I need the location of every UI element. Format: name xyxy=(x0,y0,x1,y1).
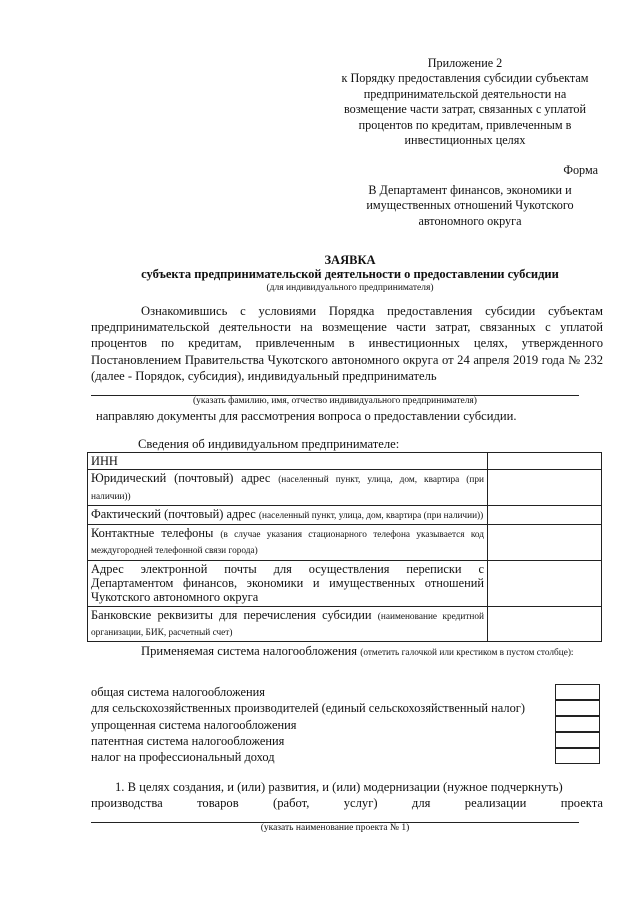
tax-options-list xyxy=(91,684,525,765)
tax-intro-text: Применяемая система налогообложения xyxy=(141,644,358,658)
actual-address-label: Фактический (почтовый) адрес xyxy=(91,506,256,521)
tax-checkbox-general[interactable] xyxy=(555,684,600,700)
documents-statement: направляю документы для рассмотрения вопроса о предоставлении субсидии. xyxy=(96,409,517,423)
info-label-cell xyxy=(88,560,488,606)
info-label-cell xyxy=(88,470,488,506)
entrepreneur-name-hint: (указать фамилию, имя, отчество индивидуального предпринимателя) xyxy=(193,396,477,406)
addressee-line: В Департамент финансов, экономики и xyxy=(368,183,572,197)
actual-address-hint: (населенный пункт, улица, дом, квартира (при наличии)) xyxy=(258,510,484,521)
tax-checkbox-simplified[interactable] xyxy=(555,716,600,732)
table-row xyxy=(88,525,602,561)
item-1-line-2: производства товаров (работ, услуг) для реализации проекта xyxy=(91,796,603,811)
info-label-cell xyxy=(88,606,488,642)
annex-line: к Порядку предоставления субсидии субъектам xyxy=(341,71,589,86)
annex-line: инвестиционных целях xyxy=(404,133,526,148)
addressee-line: имущественных отношений Чукотского xyxy=(366,198,574,213)
intro-text: Ознакомившись с условиями Порядка предоставления субсидии субъектам предпринимательской деятельности на возмещение части затрат, связанных с уплатой процентов по кредитам, привлеченным в инвестиционных целях, утвержденного Постановлением Правительства Чукотского автономного округа от 24 апреля 2019 года № 232 (далее - Порядок, субсидия), индивидуальный предприниматель xyxy=(91,304,603,383)
phones-hint: (в случае указания стационарного телефона указывается код междугородней телефонной связи города) xyxy=(91,530,484,557)
entrepreneur-info-table xyxy=(87,452,602,642)
tax-option-general: общая система налогообложения xyxy=(91,685,265,699)
actual-address-value-cell[interactable] xyxy=(488,505,602,524)
table-row xyxy=(88,560,602,606)
phones-label: Контактные телефоны xyxy=(91,526,214,541)
legal-address-hint: (населенный пункт, улица, дом, квартира (при наличии)) xyxy=(91,475,484,502)
email-value-cell[interactable] xyxy=(488,560,602,606)
document-title xyxy=(60,253,640,294)
table-row xyxy=(88,470,602,506)
inn-value-cell[interactable] xyxy=(488,453,602,470)
info-heading: Сведения об индивидуальном предпринимателе: xyxy=(138,437,400,451)
email-label: Адрес электронной почты для осуществления переписки с Департаментом финансов, экономики и имущественных отношений Чукотского автономного округа xyxy=(91,561,484,605)
annex-line: предпринимательской деятельности на xyxy=(363,86,567,101)
intro-paragraph xyxy=(91,303,603,384)
addressee-block xyxy=(340,183,600,229)
inn-label: ИНН xyxy=(91,454,118,468)
item-1-paragraph xyxy=(91,779,603,811)
info-label-cell xyxy=(88,453,488,470)
item-1-line-1: 1. В целях создания, и (или) развития, и (или) модернизации (нужное подчеркнуть) xyxy=(115,780,563,794)
annex-line: процентов по кредитам, привлеченным в xyxy=(358,117,572,132)
title-subtitle: субъекта предпринимательской деятельности о предоставлении субсидии xyxy=(141,267,559,281)
legal-address-label: Юридический (почтовый) адрес xyxy=(91,471,271,486)
annex-line: возмещение части затрат, связанных с уплатой xyxy=(344,102,586,117)
tax-system-intro xyxy=(91,643,603,661)
annex-line: Приложение 2 xyxy=(427,56,503,70)
tax-option-patent: патентная система налогообложения xyxy=(91,733,285,748)
tax-checkbox-patent[interactable] xyxy=(555,732,600,748)
title-main: ЗАЯВКА xyxy=(324,253,376,267)
tax-checkbox-professional-income[interactable] xyxy=(555,748,600,764)
tax-option-agricultural: для сельскохозяйственных производителей (единый сельскохозяйственный налог) xyxy=(91,701,525,716)
info-label-cell xyxy=(88,505,488,524)
bank-details-label: Банковские реквизиты для перечисления субсидии xyxy=(91,607,372,622)
tax-option-professional-income: налог на профессиональный доход xyxy=(91,750,275,765)
addressee-line: автономного округа xyxy=(418,213,522,228)
title-note: (для индивидуального предпринимателя) xyxy=(266,283,434,293)
project-name-hint: (указать наименование проекта № 1) xyxy=(260,823,410,833)
tax-intro-hint: (отметить галочкой или крестиком в пустом столбце): xyxy=(360,648,574,658)
table-row xyxy=(88,453,602,470)
bank-details-value-cell[interactable] xyxy=(488,606,602,642)
form-label: Форма xyxy=(563,163,598,177)
tax-option-simplified: упрощенная система налогообложения xyxy=(91,717,297,732)
annex-header xyxy=(320,56,610,148)
legal-address-value-cell[interactable] xyxy=(488,470,602,506)
tax-checkbox-agricultural[interactable] xyxy=(555,700,600,716)
info-label-cell xyxy=(88,525,488,561)
table-row xyxy=(88,606,602,642)
bank-details-hint: (наименование кредитной организации, БИК, расчетный счет) xyxy=(91,611,484,638)
phones-value-cell[interactable] xyxy=(488,525,602,561)
table-row xyxy=(88,505,602,524)
